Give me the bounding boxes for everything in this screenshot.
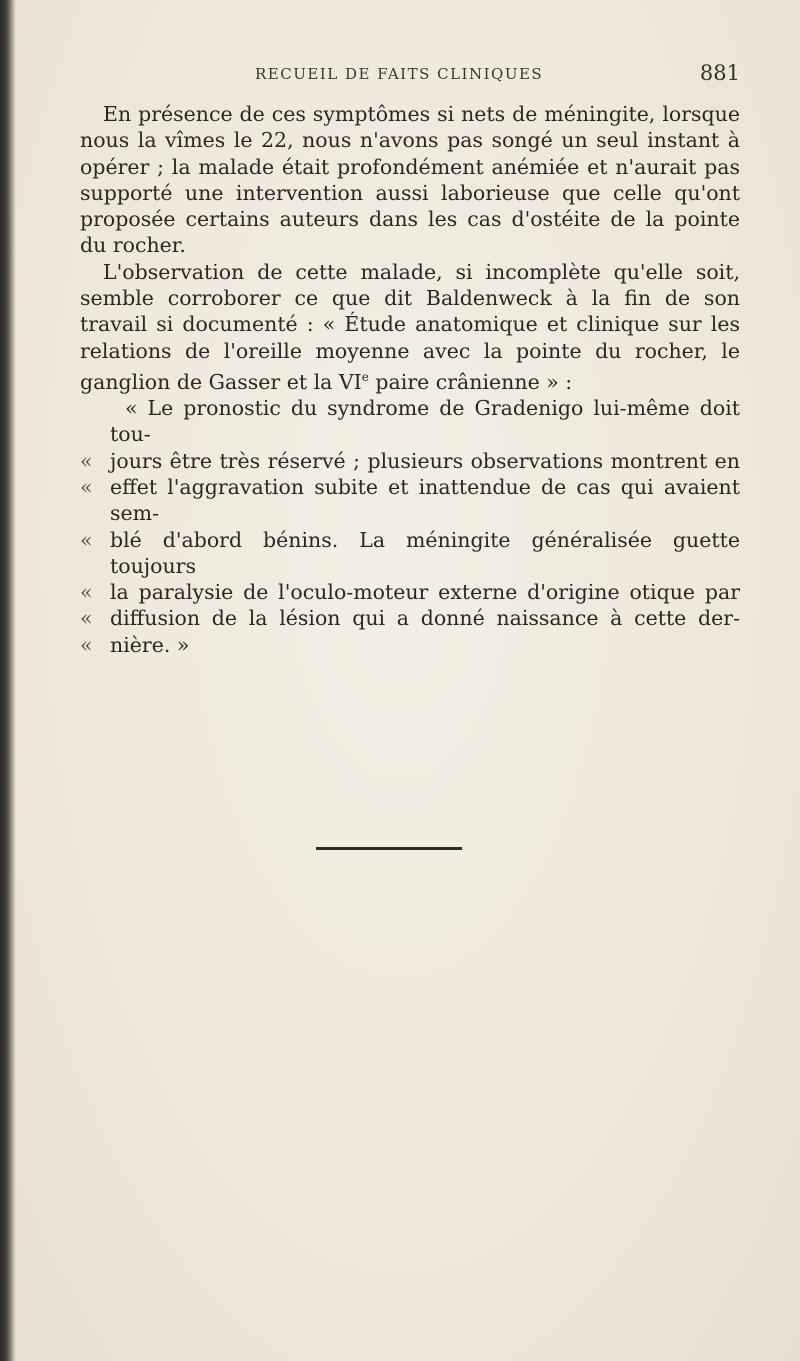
running-header: [80, 63, 740, 87]
paragraph-2: [80, 259, 740, 395]
binding-edge: [0, 0, 16, 1361]
paragraph-2-end: paire crânienne » :: [368, 369, 573, 394]
quote-mark: «: [80, 448, 93, 473]
quote-line: « la paralysie de l'oculo-moteur externe d'origine otique par: [80, 580, 740, 605]
quote-mark: «: [80, 527, 93, 552]
quote-line: « nière. »: [80, 632, 190, 657]
superscript-e: e: [361, 369, 369, 384]
quote-line: « effet l'aggravation subite et inattendue de cas qui avaient sem-: [80, 474, 740, 526]
body-text: [80, 101, 740, 658]
quote-line: « Le pronostic du syndrome de Gradenigo lui-même doit tou-: [110, 396, 740, 447]
quote-mark: «: [80, 474, 93, 499]
quote-mark: «: [80, 632, 93, 657]
quote-mark: «: [80, 580, 93, 605]
paragraph-1: En présence de ces symptômes si nets de méningite, lorsque nous la vîmes le 22, nous n'avons pas songé un seul instant à opérer ; la malade était profondément anémiée et n'aurait pas supporté une intervention aussi laborieuse que celle qu'ont proposée certains auteurs dans les cas d'ostéite de la pointe du rocher.: [80, 102, 740, 258]
quote-line: « diffusion de la lésion qui a donné naissance à cette der-: [80, 606, 740, 631]
section-separator-rule: [316, 847, 462, 850]
paragraph-2-text: L'observation de cette malade, si incomplète qu'elle soit, semble corroborer ce que dit Baldenweck à la fin de son travail si documenté : « Étude anatomique et clinique sur les relations de l'oreille moyenne avec la pointe du rocher, le ganglion de Gasser et la VI: [80, 259, 740, 394]
quote-line: « blé d'abord bénins. La méningite généralisée guette toujours: [80, 527, 740, 578]
page-number: 881: [699, 61, 740, 85]
quote-line: « jours être très réservé ; plusieurs observations montrent en: [80, 448, 740, 473]
quote-mark: «: [80, 606, 93, 631]
block-quote: [80, 395, 740, 658]
running-title: RECUEIL DE FAITS CLINIQUES: [255, 65, 544, 83]
